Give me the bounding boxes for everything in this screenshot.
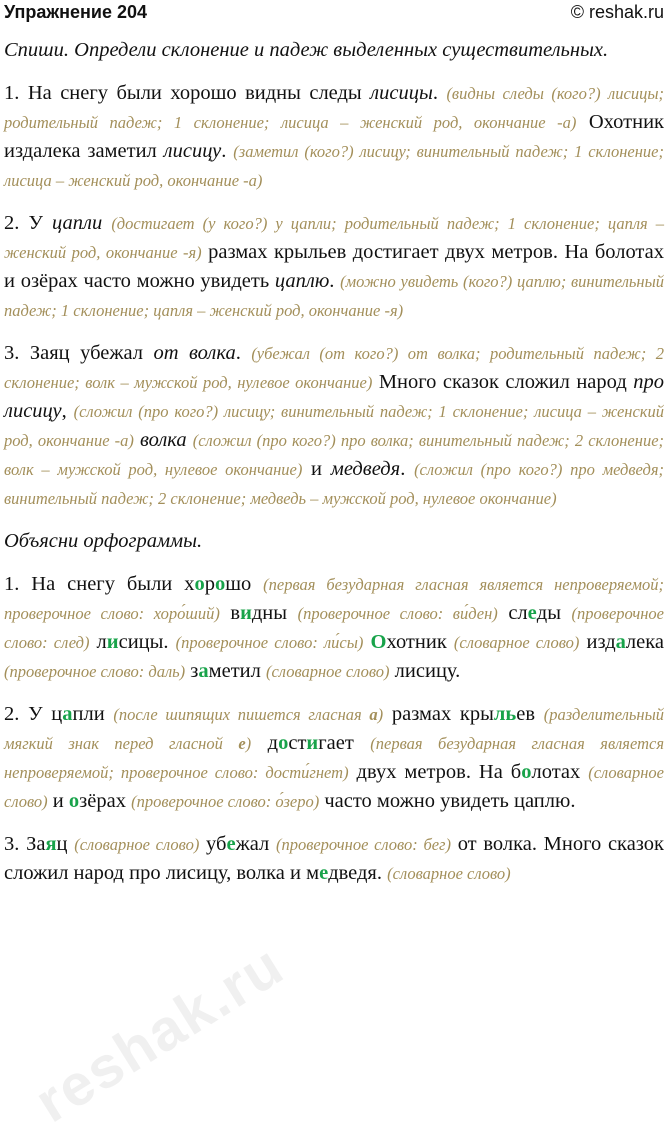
text: . [221,140,234,162]
sentence-block-2 [4,209,664,325]
text: . [329,270,341,292]
spelling-comment: (словарное слово) [453,633,580,652]
text: . [235,342,252,364]
text: лека [625,631,664,653]
text: 3. Заяц убежал [4,342,154,364]
site-link[interactable]: © reshak.ru [570,2,664,22]
spacer [4,65,664,79]
spelling-comment [113,705,383,724]
orthogram-letter: и [306,732,319,754]
grammar-comment: (сложил (про кого?) про медведя; винительный падеж; 2 склонение; медведь – мужской род, нулевое окончание) [4,460,664,508]
spacer [4,325,664,339]
text: двух метров. На б [348,761,522,783]
text: лисицу. [389,660,461,682]
orthogram-letter: о [194,573,205,595]
text: д [251,732,279,754]
spelling-comment: (проверочное слово: бег) [275,835,451,854]
orthogram-letter: е [319,862,329,884]
text: лотах [531,761,589,783]
orthogram-letter: а [615,631,626,653]
orthogram-letter: о [68,790,80,812]
text: метил [208,660,266,682]
task-instruction-2: Объясни орфограммы. [4,530,203,552]
text: ст [288,732,307,754]
task-instruction-1: Спиши. Определи склонение и падеж выделенных существительных. [4,39,609,61]
spelling-comment: (словарное слово) [74,835,200,854]
highlighted-noun: медведя [330,458,401,480]
text: жал [235,833,276,855]
spacer [4,556,664,570]
orthogram-letter: о [214,573,226,595]
text: дны [251,602,298,624]
text: дведя. [328,862,388,884]
comment-letter: е [238,734,246,753]
orthogram-letter: а [198,660,209,682]
text: уб [199,833,227,855]
highlighted-noun: лисицу [163,140,222,162]
text: 1. На снегу были хорошо видны следы [4,82,371,104]
grammar-comment: (видны следы (кого?) лисицы; родительный падеж; 1 склонение; лисица – женский род, окончание -а) [4,84,664,132]
text: ц [56,833,75,855]
text: 2. У [4,212,53,234]
spelling-comment: (словарное слово) [387,864,511,883]
spelling-comment: (первая безударная гласная является непроверяемой; проверочное слово: хоро́ший) [4,575,664,623]
text: и [47,790,69,812]
orthogram-letter: а [62,703,73,725]
text: хотник [386,631,454,653]
orthogram-letter: е [226,833,236,855]
grammar-comment: (достигает (у кого?) у цапли; родительный падеж; 1 склонение; цапля – женский род, окончание -я) [4,214,665,262]
text: . [400,458,415,480]
text: ев [516,703,544,725]
text: 2. У ц [4,703,63,725]
text: зёрах [79,790,132,812]
orthogram-letter: и [240,602,252,624]
orthogram-letter: о [278,732,289,754]
spacer [4,686,664,700]
orthogram-letter: ль [493,703,517,725]
comment-text: (разделительный мягкий знак перед гласной [4,705,665,753]
text: размах крыльев достигает двух метров. На болотах и озёрах часто можно увидеть [4,241,664,292]
watermark: reshak.ru [23,931,296,1136]
text: Много сказок сложил народ [372,371,634,393]
text: з [185,660,199,682]
highlighted-noun: цапли [52,212,103,234]
text: пли [72,703,114,725]
grammar-comment: (заметил (кого?) лисицу; винительный падеж; 1 склонение; лисица – женский род, окончание -а) [4,142,664,190]
highlighted-noun: волка [139,429,187,451]
orthogram-letter: я [45,833,57,855]
text: гает [318,732,371,754]
spelling-comment: (проверочное слово: ли́сы) [175,633,364,652]
text: , [61,400,74,422]
sentence-block-3 [4,339,664,513]
text: в [219,602,241,624]
text: ды [536,602,572,624]
spelling-comment: (проверочное слово: даль) [4,662,186,681]
spacer [4,816,664,830]
text: 1. На снегу были х [4,573,195,595]
text: часто можно увидеть цаплю. [319,790,576,812]
text: сицы. [118,631,176,653]
text: шо [225,573,264,595]
spacer [4,513,664,527]
grammar-comment: (сложил (про кого?) лисицу; винительный падеж; 1 склонение; лисица – женский род, окончание -а) [4,402,665,450]
orthogram-letter: о [521,761,532,783]
orthogram-block-3 [4,830,664,888]
highlighted-noun: лисицы [370,82,433,104]
exercise-title: Упражнение 204 [4,2,148,22]
comment-letter: а [369,705,378,724]
grammar-comment: (сложил (про кого?) про волка; винительный падеж; 2 склонение; волк – мужской род, нулевое окончание) [4,431,665,479]
text: и [302,458,331,480]
spelling-comment: (первая безударная гласная является непроверяемой; проверочное слово: дости́гнет) [4,734,664,782]
orthogram-block-2 [4,700,664,816]
text: р [204,573,215,595]
orthogram-letter: О [370,631,387,653]
grammar-comment: (убежал (от кого?) от волка; родительный падеж; 2 склонение; волк – мужской род, нулевое окончание) [4,344,665,392]
sentence-block-1 [4,79,664,195]
spacer [4,195,664,209]
header [4,0,664,28]
text: л [89,631,107,653]
comment-text: ) [245,734,252,753]
orthogram-letter: и [106,631,119,653]
text: изд [579,631,616,653]
text: Охотник издалека заметил [4,111,664,162]
grammar-comment: (можно увидеть (кого?) цаплю; винительный падеж; 1 склонение; цапля – женский род, окончание -я) [4,272,665,320]
highlighted-noun: цаплю [274,270,330,292]
highlighted-noun: от волка [153,342,236,364]
text [363,631,370,653]
text: от волка. Много сказок сложил народ про лисицу, волка и м [4,833,664,884]
orthogram-block-1 [4,570,664,686]
spelling-comment: (словарное слово) [4,763,664,811]
spelling-comment: (проверочное слово: след) [4,604,664,652]
highlighted-noun: про лисицу [4,371,664,422]
text [102,212,111,234]
text: 3. За [4,833,46,855]
text: размах кры [383,703,494,725]
comment-text: ) [377,705,384,724]
comment-text: (после шипящих пишется гласная [113,705,370,724]
spelling-comment: (словарное слово) [265,662,390,681]
text: . [432,82,447,104]
spelling-comment: (проверочное слово: о́зеро) [131,792,320,811]
text: сл [497,602,528,624]
orthogram-letter: е [527,602,537,624]
spelling-comment: (проверочное слово: ви́ден) [297,604,498,623]
